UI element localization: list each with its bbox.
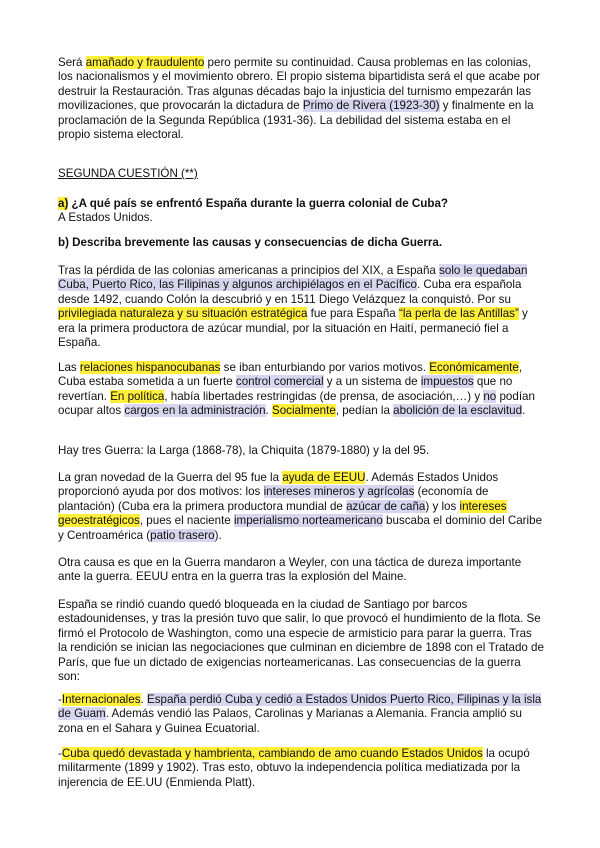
paragraph-consecuencias-internacionales: -Internacionales. España perdió Cuba y cedió a Estados Unidos Puerto Rico, Filipinas y la isla de Guam. Además vendió las Palaos, Carolinas y Marianas a Alemania. Francia amplió su zona en el Sahara y Guinea Ecuatorial. bbox=[58, 693, 542, 735]
highlight-yellow: ayuda de EEUU bbox=[282, 471, 366, 484]
highlight-yellow: “la perla de las Antillas” bbox=[398, 307, 519, 321]
paragraph-relaciones: Las relaciones hispanocubanas se iban enturbiando por varios motivos. Económicamente, Cuba estaba sometida a un fuerte control comercial y a un sistema de impuestos que no revertían. En política, había libertades restringidas (de prensa, de asociación,…) y no podían ocupar altos cargos en la administración. Socialmente, pedían la abolición de la esclavitud. bbox=[58, 361, 535, 418]
highlight-yellow: privilegiada naturaleza y su situación estratégica bbox=[58, 307, 308, 321]
highlight-lavender: imperialismo norteamericano bbox=[233, 514, 383, 528]
highlight-lavender: impuestos bbox=[420, 375, 474, 389]
highlight-lavender: intereses mineros y agrícolas bbox=[263, 485, 415, 499]
paragraph-restauracion bbox=[58, 56, 544, 142]
highlight-lavender: abolición de la esclavitud bbox=[393, 404, 523, 418]
highlight-lavender: control comercial bbox=[235, 375, 324, 389]
highlight-lavender: patio trasero bbox=[150, 528, 215, 542]
paragraph-rendicion: España se rindió cuando quedó bloqueada en la ciudad de Santiago por barcos estadounidenses, y tras la presión tuvo que salir, lo que provocó el hundimiento de la flota. Se firmó el Protocolo de Washington, como una especie de armisticio para parar la guerra. Tras la rendición se inician las negociaciones que culminan en diciembre de 1898 con el Tratado de París, que fue un dictado de exigencias norteamericanas. Las consecuencias de la guerra son: bbox=[58, 598, 544, 684]
question-a-label: a) bbox=[58, 197, 69, 210]
text: pero permite su continuidad. Causa problemas en las colonias, los nacionalismos y el movimiento obrero. El propio sistema bipartidista será el que acabe por destruir la Restauración. Tras algunas décadas bajo la injusticia del turnismo empezarán las movilizaciones, que provocarán la dictadura de bbox=[58, 56, 541, 113]
highlight-yellow: amañado y fraudulento bbox=[85, 56, 205, 69]
text: y finalmente en la proclamación de la Segunda República (1931-36). La debilidad del sistema estaba en el propio sistema electoral. bbox=[58, 99, 534, 142]
highlight-lavender: cargos en la administración bbox=[124, 404, 266, 418]
highlight-yellow: Internacionales bbox=[61, 693, 141, 706]
highlight-lavender: Primo de Rivera (1923-30) bbox=[302, 99, 440, 113]
answer-a: A Estados Unidos. bbox=[58, 211, 153, 225]
question-a bbox=[58, 197, 544, 226]
paragraph-ayuda-eeuu: La gran novedad de la Guerra del 95 fue la ayuda de EEUU. Además Estados Unidos proporcionó ayuda por dos motivos: los intereses mineros y agrícolas (economía de plantación) (Cuba era la primera productora mundial de azúcar de caña) y los intereses geoestratégicos, pues el naciente imperialismo norteamericano buscaba el dominio del Caribe y Centroamérica (patio trasero). bbox=[58, 471, 543, 542]
paragraph-cuba-context: Tras la pérdida de las colonias americanas a principios del XIX, a España solo le quedaban Cuba, Puerto Rico, las Filipinas y algunos archipiélagos en el Pacífico. Cuba era española desde 1492, cuando Colón la descubrió y en 1511 Diego Velázquez la conquistó. Por su privilegiada naturaleza y su situación estratégica fue para España “la perla de las Antillas” y era la primera productora de azúcar mundial, por la situación en Haití, permaneció fiel a España. bbox=[58, 264, 528, 350]
highlight-lavender: azúcar de caña bbox=[346, 499, 426, 513]
highlight-yellow: Económicamente bbox=[429, 361, 519, 374]
text: Será bbox=[58, 56, 86, 69]
highlight-yellow: Cuba quedó devastada y hambrienta, cambiando de amo cuando Estados Unidos bbox=[61, 747, 483, 760]
paragraph-consecuencias-cuba: -Cuba quedó devastada y hambrienta, cambiando de amo cuando Estados Unidos la ocupó militarmente (1899 y 1902). Tras esto, obtuvo la independencia política mediatizada por la injerencia de EE.UU (Enmienda Platt). bbox=[58, 747, 530, 789]
highlight-yellow: relaciones hispanocubanas bbox=[79, 361, 221, 374]
paragraph-tres-guerras: Hay tres Guerra: la Larga (1868-78), la Chiquita (1879-1880) y la del 95. bbox=[58, 444, 430, 457]
paragraph-weyler: Otra causa es que en la Guerra mandaron a Weyler, con una táctica de dureza importante ante la guerra. EEUU entra en la guerra tras la explosión del Maine. bbox=[58, 556, 522, 584]
highlight-yellow: Socialmente bbox=[271, 404, 336, 418]
highlight-lavender: solo le quedaban Cuba, Puerto Rico, las Filipinas y algunos archipiélagos en el Pacífico bbox=[58, 264, 528, 292]
highlight-lavender: no bbox=[483, 389, 497, 403]
question-b bbox=[58, 236, 544, 250]
section-title: SEGUNDA CUESTIÓN (**) bbox=[58, 167, 198, 180]
highlight-yellow: intereses geoestratégicos bbox=[58, 499, 507, 528]
highlight-yellow: En política bbox=[110, 389, 165, 403]
question-a-text: ¿A qué país se enfrentó España durante la guerra colonial de Cuba? bbox=[68, 197, 448, 210]
question-b-text: b) Describa brevemente las causas y consecuencias de dicha Guerra. bbox=[58, 236, 443, 249]
highlight-lavender: España perdió Cuba y cedió a Estados Unidos Puerto Rico, Filipinas y la isla de Guam bbox=[58, 693, 542, 721]
